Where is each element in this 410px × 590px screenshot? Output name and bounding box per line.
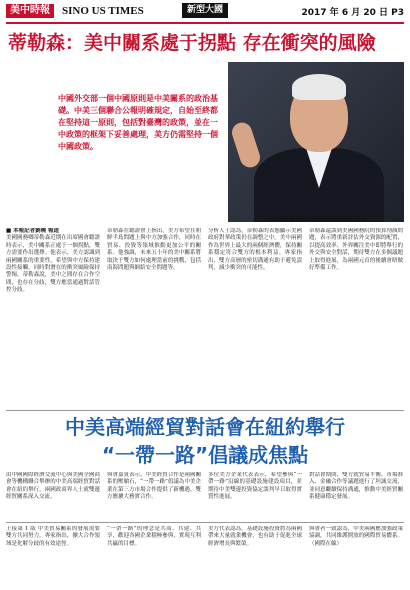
masthead [0,0,410,22]
story1-column-3: 分析人士認為，蒂勒森的表態顯示美國政府對華政策仍在調整之中。美中兩國作為世界上最大的兩個經濟體，保持關系穩定符合雙方的根本利益。專家指出，雙方高層的密切溝通有助于避免誤判，減少衝突的可能性。 [208,228,302,272]
story1-headline: 蒂勒森：美中關系處于拐點 存在衝突的風險 [8,32,376,54]
story1-body [6,228,404,408]
story2-headline-line1: 中美高端經貿對話會在紐約舉行 [65,415,345,439]
masthead-rule [6,22,404,24]
lower-divider [6,522,404,523]
story2-lower-column-1: 上接第 1 版 中美貿易關系的發展需要雙方共同努力，專家指出，擴大合作領域是化解分歧的有效途徑。 [6,526,100,547]
section-label: 新型大國 [182,3,228,18]
story2-lower-column-3: 美方代表認為，基礎設施投資將為兩國帶來大量就業機會，也有助于促進全球經濟增長與繁榮。 [208,526,302,547]
masthead-logo-cn: 美中時報 [6,4,54,18]
story2-body [6,472,404,520]
story2-lower-column-2: “一帶一路”的理念是共商、共建、共享，歡迎各國企業積極參與，實現互利共贏的目標。 [107,526,201,547]
story2-column-1: 由中國國際經濟交流中心與美國全國商會等機構聯合舉辦的中美高端經貿對話會在紐約舉行，兩國政商界人士就雙邊經貿關系深入交流。 [6,472,100,501]
story1-column-2: 蒂勒森在聽證會上指出，美方希望在朝鮮半島問題上與中方加強合作，同時在貿易、投資等領域推動更加公平的關系。他強調，未來五十年的美中關系將取決于雙方如何處理當前的挑戰，包括南海問題與網絡安全問題等。 [107,228,201,272]
story1-byline: ■ 本報記者劉曉 報道 [6,228,60,234]
story1-column-text: 美國國務卿蒂勒森近期在出席國會聽證時表示，美中關系正處于一個拐點，雙方需要作出選擇。他表示，美方認識到兩國關系的重要性，希望與中方保持建設性接觸，同時對潛在的衝突風險保持警惕。蒂勒森說，美中之間存在合作空間，也存在分歧，雙方應當通過對話管控分歧。 [6,235,100,294]
story-divider [6,410,404,411]
story1-pull-quote: 中國外交部一個中國原則是中美關系的政治基礎。中美三個聯合公報明確規定，自始至終都在堅持這一原則，包括對臺灣的政策，並在一中政策的框架下妥善處理，美方仍需堅持一個中國政策。 [58,93,218,151]
story1-column-1 [6,228,100,408]
story2-continued [6,526,404,586]
story2-column-3: 多位美方企業代表表示，希望參與“一帶一路”沿線的基礎設施建設項目，並期待中美雙邊投資協定談判早日取得實質性進展。 [208,472,302,501]
story1-column-4: 蒂勒森還談到美國國務院的預算削減問題，表示將重新評估外交資源的配置，以提高效率。外界關注美中即將舉行的外交與安全對話，期待雙方在多個議題上取得進展，為兩國元首的後續會晤做好準備工作。 [309,228,403,272]
story2-column-4: 對話會期間，雙方就貿易平衡、市場准入、金融合作等議題進行了坦誠交流，並同意繼續保持溝通，推動中美經貿關系健康穩定發展。 [309,472,403,501]
story2-column-2: 與會嘉賓表示，中美經貿合作是兩國關系的壓艙石，“一帶一路”倡議為中美企業在第三方市場合作提供了新機遇，雙方應擴大務實合作。 [107,472,201,501]
story1-photo-caption: 美國國務卿蒂勒森在國會聽證會上發言 [264,216,367,223]
story2-headline-line2: “一帶一路”倡議成焦點 [101,443,309,467]
story1-photo [228,62,404,222]
masthead-logo-en: SINO US TIMES [62,5,144,17]
issue-date: 2017 年 6 月 20 日 P3 [301,8,404,18]
story2-lower-column-4: 與會者一致認為，中美兩國應加強政策協調，共同維護開放的國際貿易體系。（國際在線） [309,526,403,547]
